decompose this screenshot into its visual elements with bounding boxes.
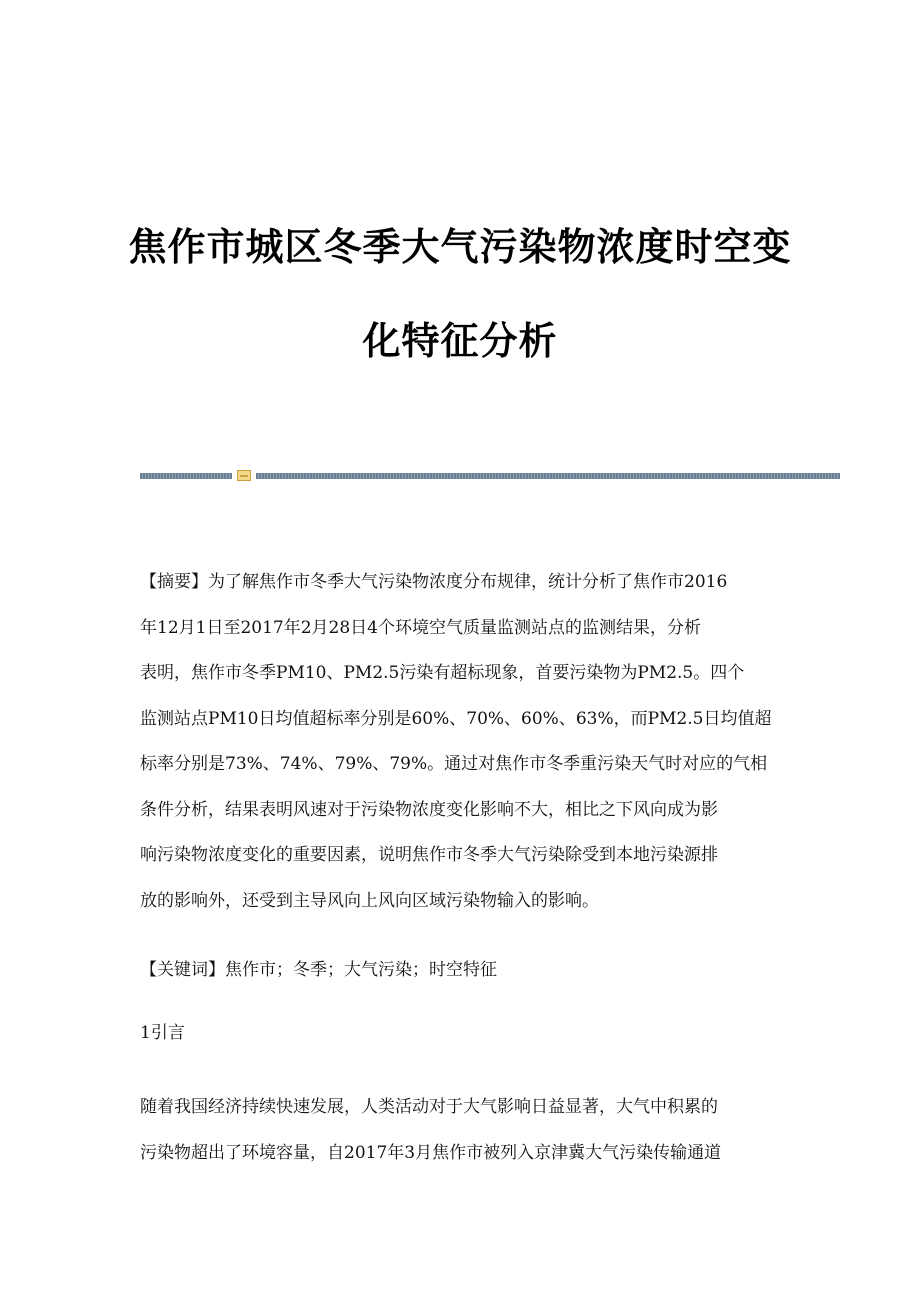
intro-line: 污染物超出了环境容量，自2017年3月焦作市被列入京津冀大气污染传输通道 (140, 1142, 722, 1163)
document-title-line-1: 焦作市城区冬季大气污染物浓度时空变 (128, 225, 792, 269)
abstract-line: 标率分别是73%、74%、79%、79%。通过对焦作市冬季重污染天气时对应的气相 (140, 754, 768, 774)
document-title-line-2: 化特征分析 (362, 319, 558, 363)
intro-paragraph (140, 1085, 790, 1176)
keywords-paragraph (140, 948, 790, 994)
divider-bar-right (256, 473, 840, 479)
section-heading-text: 1引言 (140, 1023, 185, 1043)
abstract-line: 条件分析，结果表明风速对于污染物浓度变化影响不大，相比之下风向成为影 (140, 799, 718, 820)
section-heading (140, 1011, 790, 1057)
keywords-text: 【关键词】焦作市；冬季；大气污染；时空特征 (140, 960, 497, 980)
abstract-line: 年12月1日至2017年2月28日4个环境空气质量监测站点的监测结果，分析 (140, 617, 701, 638)
divider-bar-left (140, 473, 232, 479)
intro-line: 随着我国经济持续快速发展，人类活动对于大气影响日益显著，大气中积累的 (140, 1097, 718, 1117)
abstract-line: 监测站点PM10日均值超标率分别是60%、70%、60%、63%，而PM2.5日均值超 (140, 708, 772, 729)
title-divider (140, 470, 840, 482)
abstract-paragraph (140, 560, 790, 924)
divider-ornament-icon (237, 470, 251, 481)
abstract-line: 响污染物浓度变化的重要因素，说明焦作市冬季大气污染除受到本地污染源排 (140, 845, 718, 865)
abstract-line: 放的影响外，还受到主导风向上风向区域污染物输入的影响。 (140, 890, 599, 911)
abstract-line: 【摘要】为了解焦作市冬季大气污染物浓度分布规律，统计分析了焦作市2016 (140, 572, 728, 592)
abstract-line: 表明，焦作市冬季PM10、PM2.5污染有超标现象，首要污染物为PM2.5。四个 (140, 663, 745, 683)
